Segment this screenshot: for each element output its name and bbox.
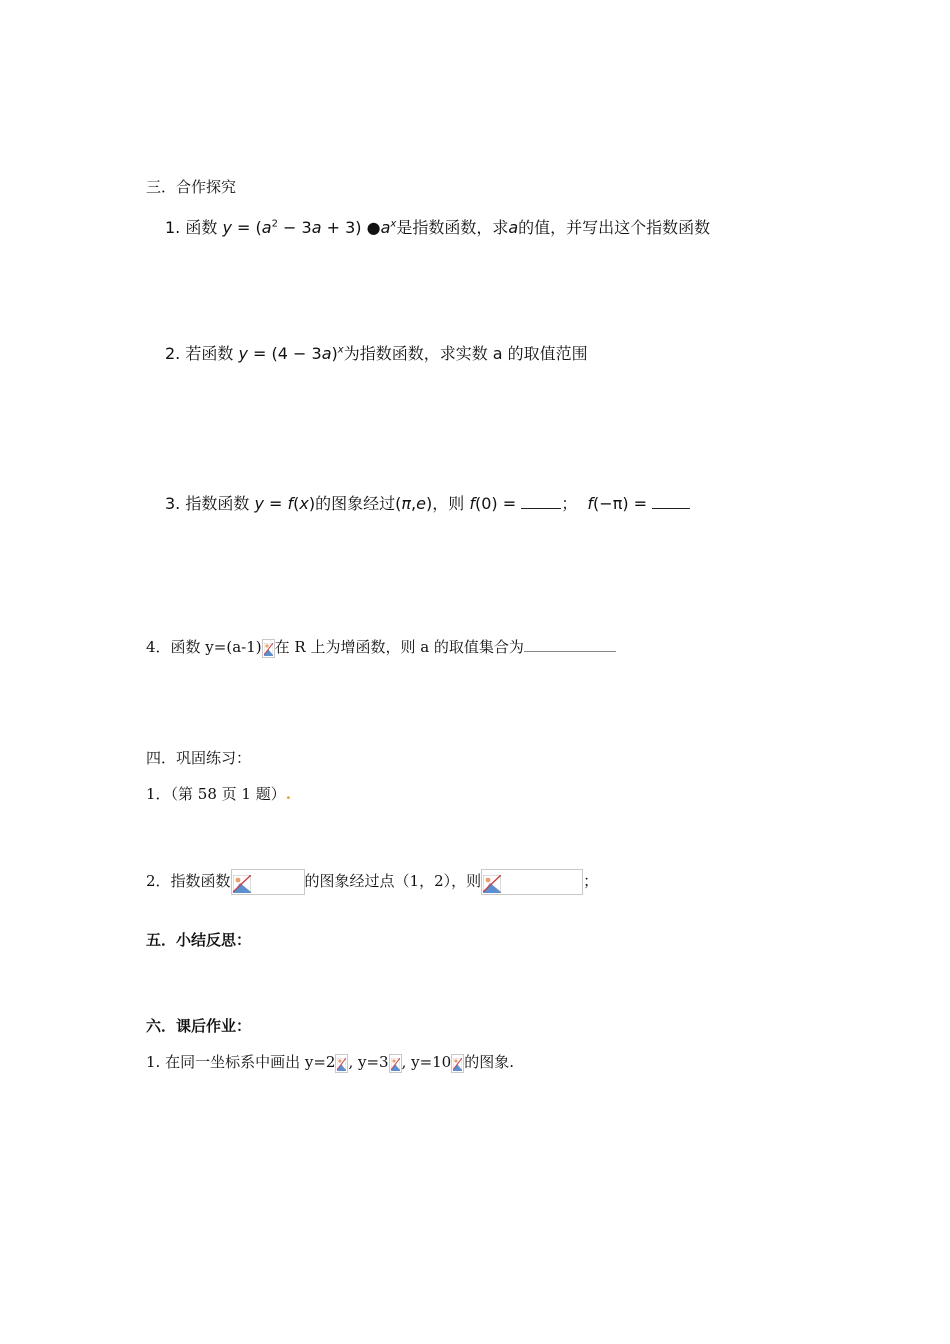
answer-blank-f0[interactable] bbox=[521, 494, 561, 509]
answer-blank-a-set[interactable] bbox=[524, 637, 616, 652]
question-3-3: 3. 指数函数 y = f(x)的图象经过(π,e)，则 f(0) = ； f(−π) = bbox=[165, 491, 690, 514]
question-3-4: 4．函数 y=(a-1) 在 R 上为增函数，则 a 的取值集合为 bbox=[146, 636, 616, 658]
broken-image-icon bbox=[335, 1054, 348, 1073]
question-3-1: 1. 函数 $y = (a^2 - 3a + 3)$ $●a^x$是指数函数，求a的值，并写出这个指数函数 bbox=[165, 218, 711, 237]
section-6-title: 六．课后作业： bbox=[146, 1017, 252, 1035]
section-4-title: 四．巩固练习： bbox=[146, 749, 252, 767]
section-3-title: 三．合作探究 bbox=[146, 178, 237, 196]
broken-image-icon bbox=[231, 869, 305, 895]
broken-image-icon bbox=[451, 1054, 464, 1073]
question-3-2: 2. 若函数 $y = (4 - 3a)^x$为指数函数，求实数 a 的取值范围 bbox=[165, 344, 588, 363]
section-5-title: 五．小结反思： bbox=[146, 931, 252, 949]
exercise-4-1: 1．（第 58 页 1 题）. bbox=[146, 785, 291, 803]
broken-image-icon bbox=[481, 869, 583, 895]
homework-6-1: 1. 在同一坐标系中画出 y=2 , y=3 , y=10 的图象. bbox=[146, 1053, 515, 1071]
answer-blank-fneg-pi[interactable] bbox=[652, 494, 690, 509]
exercise-4-2: 2．指数函数 的图象经过点（1，2），则 ； bbox=[146, 869, 598, 895]
broken-image-icon bbox=[262, 639, 275, 658]
broken-image-icon bbox=[389, 1054, 402, 1073]
